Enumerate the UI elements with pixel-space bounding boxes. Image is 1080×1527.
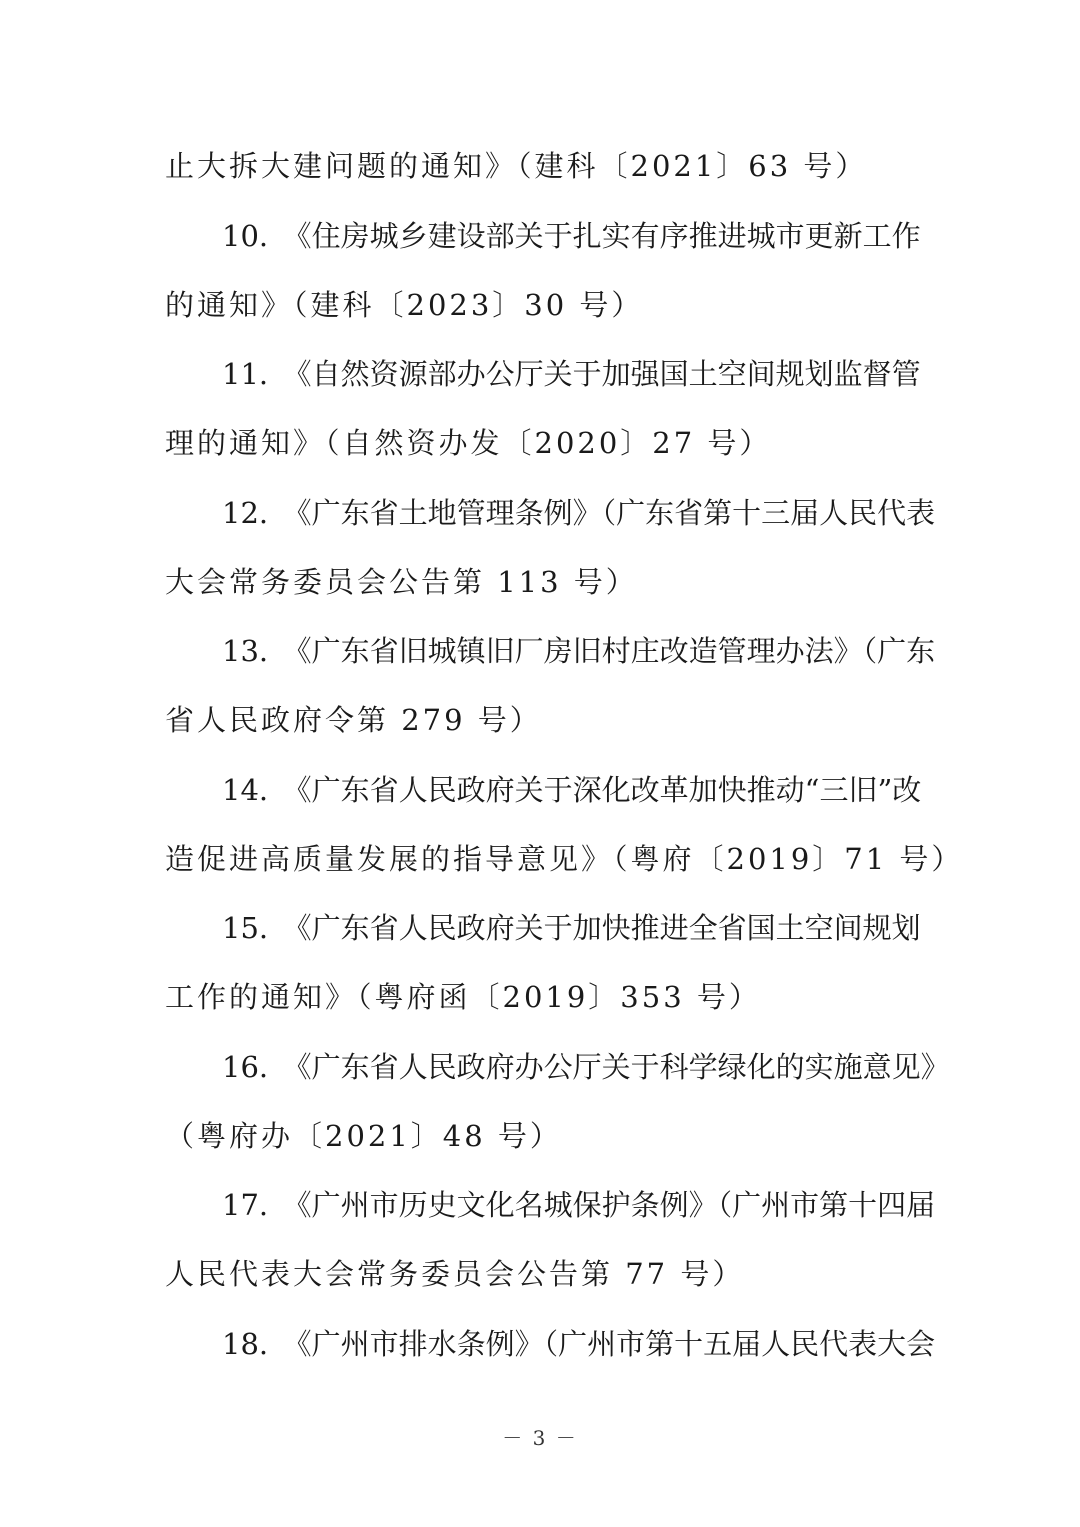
list-item-10-line-1: 10. 《住房城乡建设部关于扎实有序推进城市更新工作 — [222, 219, 921, 253]
list-item-16-line-1: 16. 《广东省人民政府办公厅关于科学绿化的实施意见》 — [222, 1050, 950, 1084]
list-item-16-line-2: （粤府办〔2021〕48 号） — [165, 1119, 562, 1153]
list-item-14-line-2: 造促进高质量发展的指导意见》（粤府〔2019〕71 号） — [165, 842, 964, 876]
list-item-12-line-2: 大会常务委员会公告第 113 号） — [165, 565, 638, 599]
list-item-14-line-1: 14. 《广东省人民政府关于深化改革加快推动“三旧”改 — [222, 773, 922, 807]
list-item-15-line-2: 工作的通知》（粤府函〔2019〕353 号） — [165, 980, 761, 1014]
list-item-17-line-2: 人民代表大会常务委员会公告第 77 号） — [165, 1257, 745, 1291]
text-line-1: 止大拆大建问题的通知》（建科〔2021〕63 号） — [165, 149, 868, 183]
list-item-13-line-1: 13. 《广东省旧城镇旧厂房旧村庄改造管理办法》（广东 — [222, 634, 936, 668]
list-item-11-line-1: 11. 《自然资源部办公厅关于加强国土空间规划监督管 — [222, 357, 921, 391]
list-item-12-line-1: 12. 《广东省土地管理条例》（广东省第十三届人民代表 — [222, 496, 936, 530]
list-item-15-line-1: 15. 《广东省人民政府关于加快推进全省国土空间规划 — [222, 911, 921, 945]
list-item-17-line-1: 17. 《广州市历史文化名城保护条例》（广州市第十四届 — [222, 1188, 936, 1222]
list-item-11-line-2: 理的通知》（自然资办发〔2020〕27 号） — [165, 426, 772, 460]
list-item-13-line-2: 省人民政府令第 279 号） — [165, 703, 542, 737]
list-item-18-line-1: 18. 《广州市排水条例》（广州市第十五届人民代表大会 — [222, 1327, 936, 1361]
list-item-10-line-2: 的通知》（建科〔2023〕30 号） — [165, 288, 644, 322]
page-number: － 3 － — [502, 1426, 578, 1450]
